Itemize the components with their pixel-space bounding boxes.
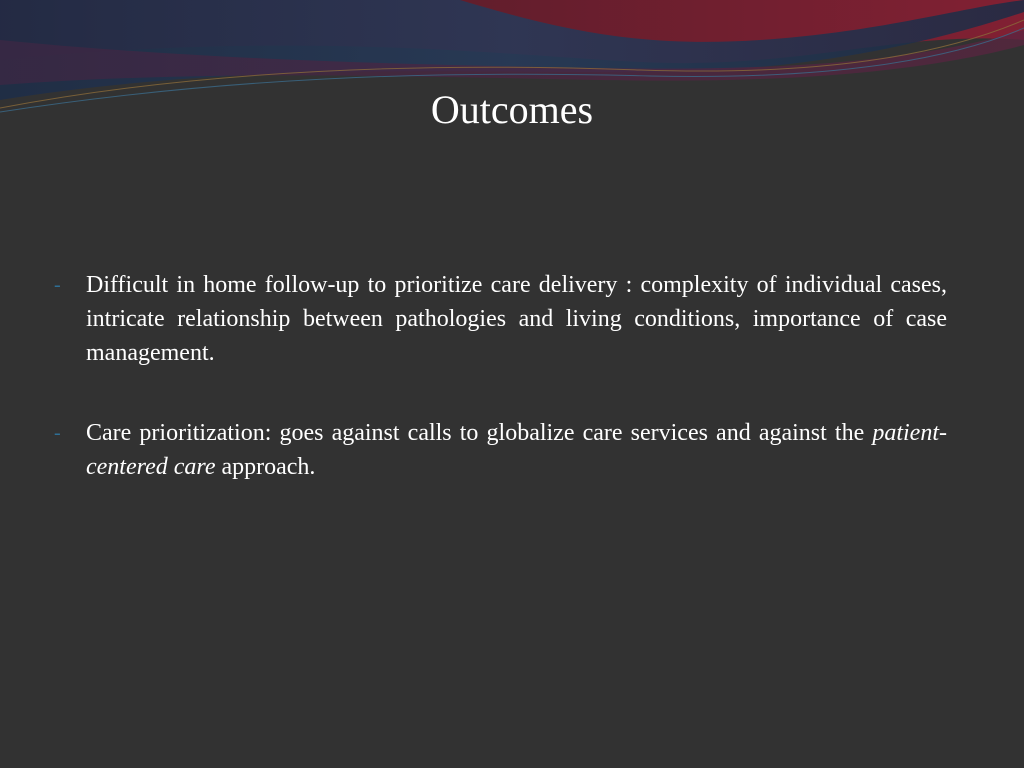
bullet-marker: - bbox=[54, 422, 61, 444]
bullet-text-italic: patient-centered care bbox=[86, 420, 947, 480]
bullet-text-end: approach. bbox=[215, 454, 316, 480]
bullet-marker: - bbox=[54, 274, 61, 296]
bullet-text-start: Care prioritization: goes against calls to globalize care services and against the bbox=[86, 420, 873, 446]
bullet-item bbox=[54, 268, 947, 370]
bullet-text: Difficult in home follow-up to prioritize care delivery : complexity of individual cases, intricate relationship between pathologies and living conditions, importance of case management. bbox=[86, 272, 947, 366]
slide-title: Outcomes bbox=[430, 87, 594, 132]
bullet-item bbox=[54, 416, 947, 484]
bullet-list bbox=[54, 268, 947, 530]
